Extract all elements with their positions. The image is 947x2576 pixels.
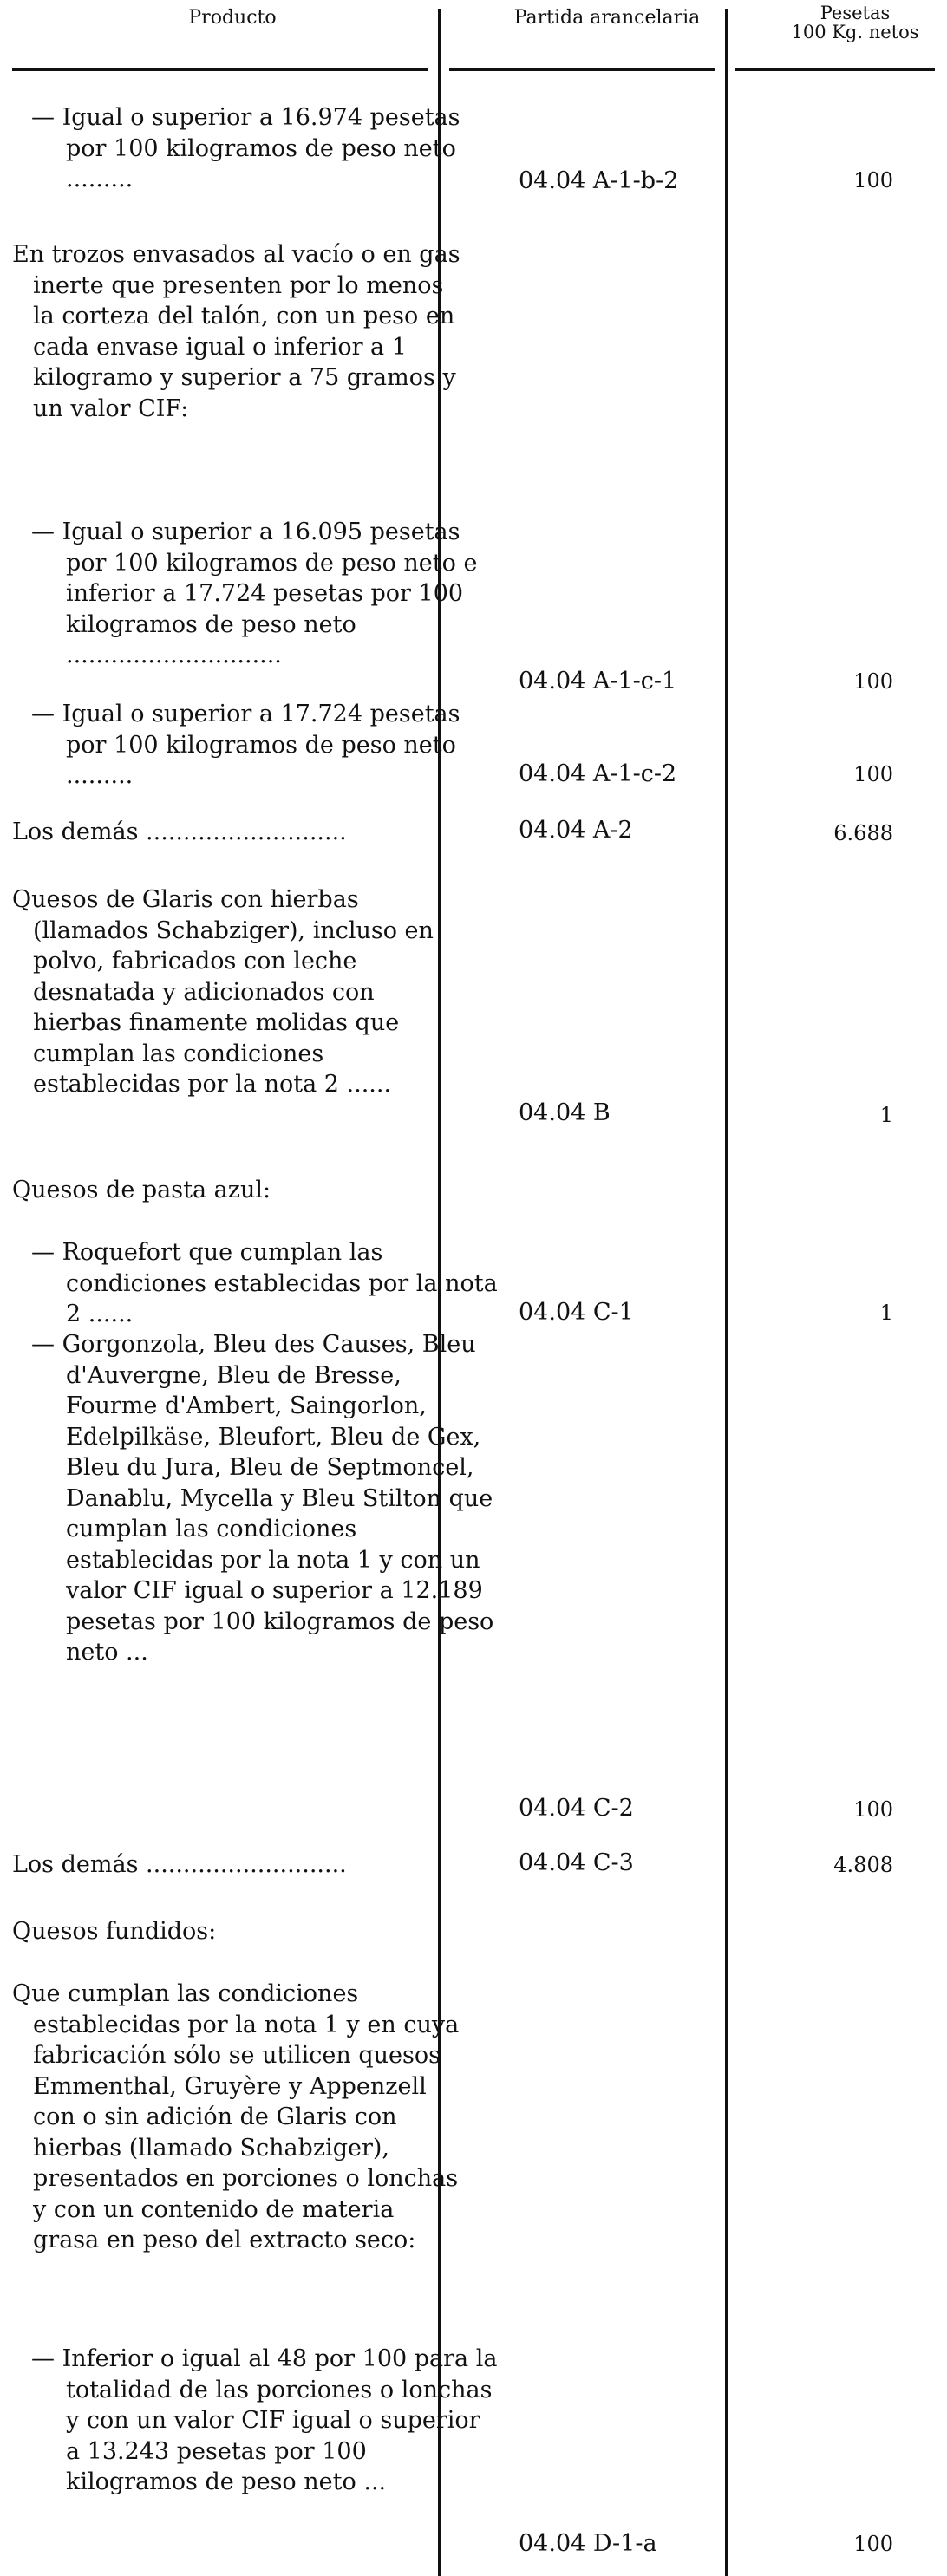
row-code: 04.04 A-1-c-2 — [519, 760, 677, 787]
row-text: — Inferior o igual al 48 por 100 para la totalidad de las porciones o lonchas y con un valor CIF igual o superior a 13.243 pesetas por 100 kilogramos de peso neto ... — [31, 2345, 498, 2495]
row-text: — Igual o superior a 16.095 pesetas por 100 kilogramos de peso neto e inferior a 17.724 pesetas por 100 kilogramos de peso neto ............................. — [31, 518, 478, 668]
row-value: 1 — [879, 1301, 893, 1325]
row-code: 04.04 B — [519, 1099, 611, 1126]
row-code: 04.04 C-3 — [519, 1849, 634, 1876]
row-text: — Igual o superior a 17.724 pesetas por 100 kilogramos de peso neto ......... — [31, 701, 460, 789]
row-code: 04.04 A-1-c-1 — [519, 668, 677, 695]
row-value: 1 — [879, 1103, 893, 1127]
header-partida: Partida arancelaria — [513, 7, 701, 29]
header-pesetas-line2: 100 Kg. netos — [791, 22, 919, 42]
header-rule-3 — [735, 68, 935, 71]
row-text: Quesos de Glaris con hierbas (llamados Schabziger), incluso en polvo, fabricados con leche desnatada y adicionados con hierbas finamente molidas que cumplan las condiciones establecidas por la nota 2 ...... — [12, 886, 434, 1098]
row-text: Quesos fundidos: — [12, 1918, 217, 1945]
row-text: — Roquefort que cumplan las condiciones establecidas por la nota 2 ...... — [31, 1239, 498, 1327]
row-value: 100 — [853, 762, 893, 786]
header-rule-2 — [449, 68, 715, 71]
row-code: 04.04 D-1-a — [519, 2530, 657, 2557]
row-code: 04.04 C-2 — [519, 1795, 634, 1822]
row-text: En trozos envasados al vacío o en gas inerte que presenten por lo menos la corteza del talón, con un peso en cada envase igual o inferior a 1 kilogramo y superior a 75 gramos y un valor CIF: — [12, 241, 460, 422]
row-value: 100 — [853, 2532, 893, 2556]
row-value: 100 — [853, 669, 893, 694]
row-text: — Gorgonzola, Bleu des Causes, Bleu d'Auvergne, Bleu de Bresse, Fourme d'Ambert, Saingorlon, Edelpilkäse, Bleufort, Bleu de Gex, Bleu du Jura, Bleu de Septmoncel, Danablu, Mycella y Bleu Stilton que cumplan las condiciones establecidas por la nota 1 y con un valor CIF igual o superior a 12.189 pesetas por 100 kilogramos de peso neto ... — [31, 1331, 494, 1666]
row-text: — Igual o superior a 16.974 pesetas por 100 kilogramos de peso neto ......... — [31, 104, 460, 192]
row-code: 04.04 A-2 — [519, 817, 633, 844]
row-code: 04.04 A-1-b-2 — [519, 167, 679, 194]
row-value: 100 — [853, 168, 893, 192]
header-pesetas-line1: Pesetas — [820, 3, 891, 23]
column-divider-2 — [725, 9, 728, 2576]
header-producto: Producto — [188, 7, 277, 29]
header-pesetas — [763, 3, 947, 42]
header-rule-1 — [12, 68, 428, 71]
row-text: Los demás ........................... — [12, 818, 347, 845]
row-code: 04.04 C-1 — [519, 1299, 634, 1326]
row-value: 100 — [853, 1797, 893, 1822]
row-text: Los demás ........................... — [12, 1851, 347, 1878]
row-text: Quesos de pasta azul: — [12, 1177, 271, 1203]
row-text: Que cumplan las condiciones establecidas por la nota 1 y en cuya fabricación sólo se utilicen quesos Emmenthal, Gruyère y Appenzell con o sin adición de Glaris con hierbas (llamado Schabziger), presentados en porciones o lonchas y con un contenido de materia grasa en peso del extracto seco: — [12, 1980, 460, 2253]
row-value: 4.808 — [833, 1853, 893, 1877]
row-value: 6.688 — [833, 821, 893, 845]
